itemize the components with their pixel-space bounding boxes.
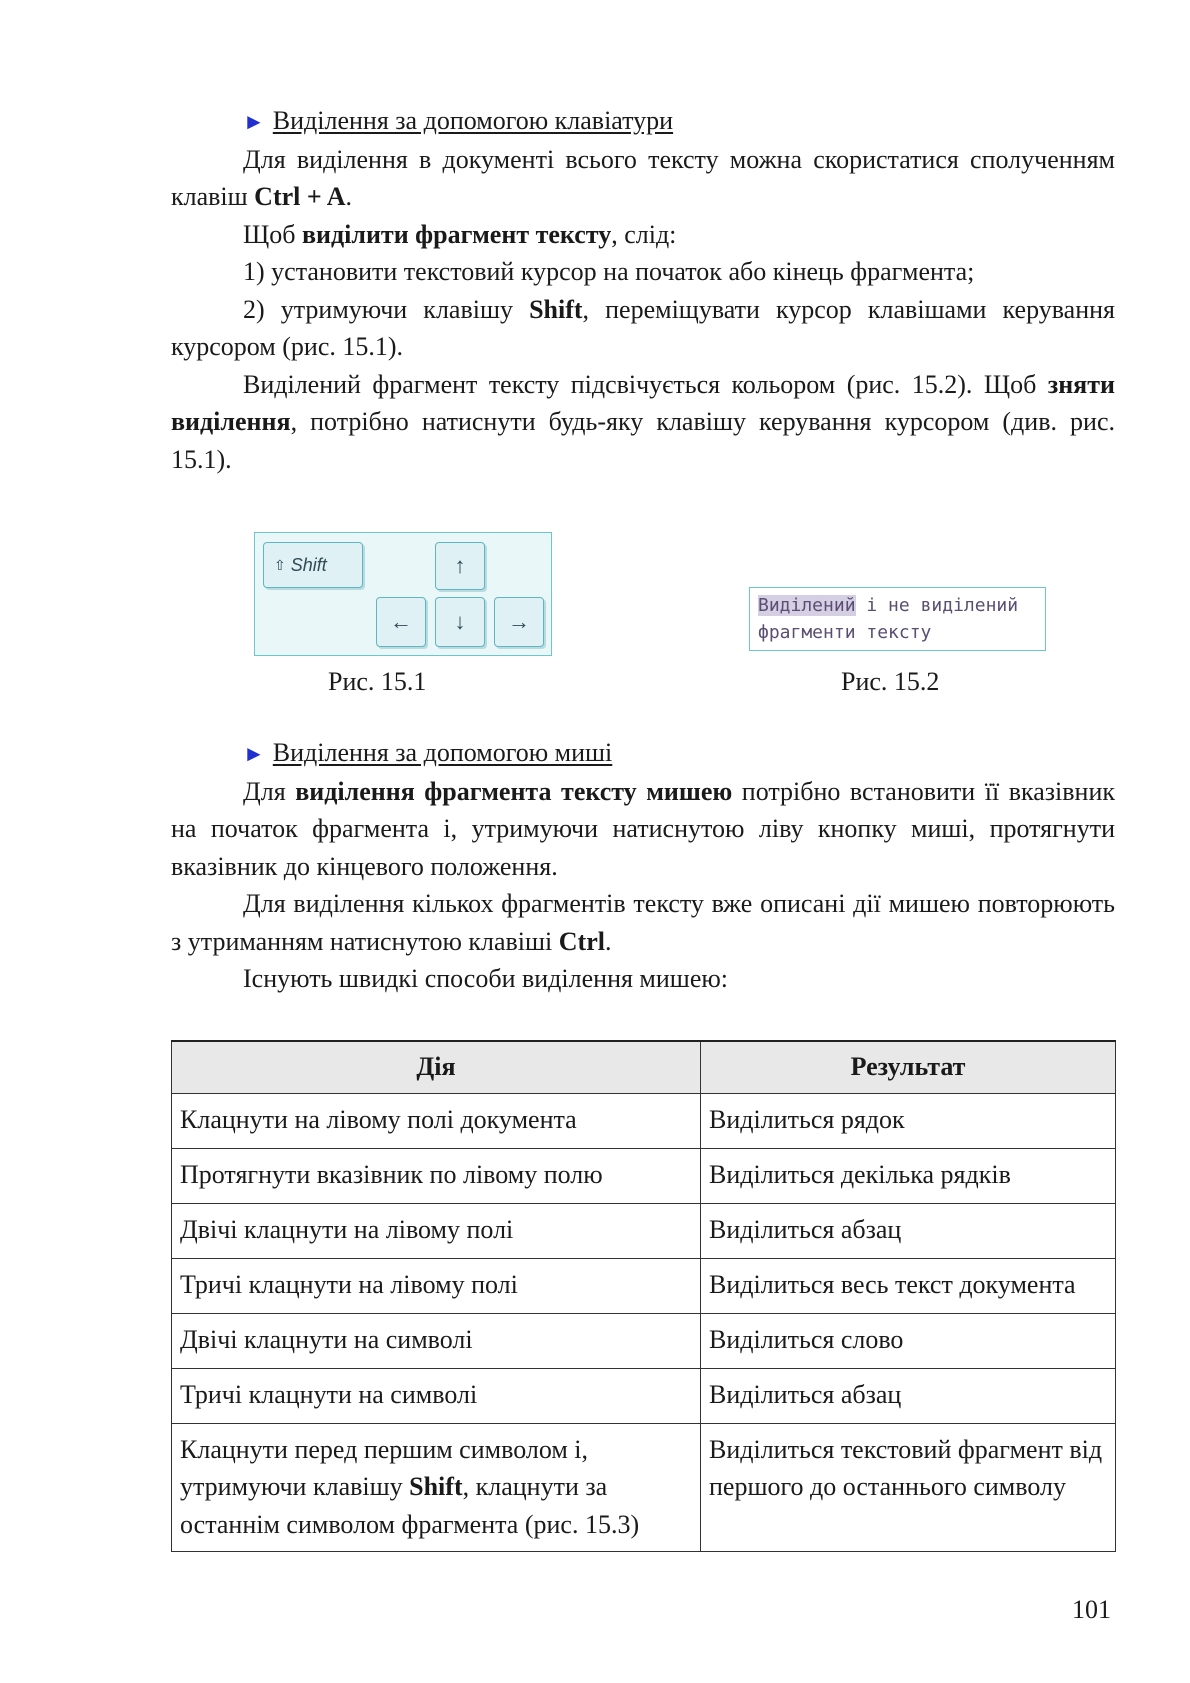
right-pointer-icon: ► <box>243 741 265 766</box>
table-cell: Виділиться декілька рядків <box>701 1148 1116 1203</box>
table-cell: Двічі клацнути на лівому полі <box>172 1203 701 1258</box>
table-cell: Протягнути вказівник по лівому полю <box>172 1148 701 1203</box>
right-pointer-icon: ► <box>243 109 265 134</box>
table-cell: Виділиться весь текст документа <box>701 1258 1116 1313</box>
section-mouse-selection <box>171 734 1115 998</box>
bold-text: Ctrl <box>558 926 605 956</box>
figure-caption: Рис. 15.2 <box>841 667 940 696</box>
right-arrow-icon: → <box>508 609 530 634</box>
sample-line: фрагменти тексту <box>758 622 932 643</box>
table-row <box>172 1313 1116 1368</box>
table-cell <box>172 1423 701 1552</box>
text: потрібно встановити її вказівник на початок фрагмента і, утримуючи натиснутою ліву кнопку миші, протягнути вказівник до кінцевого положення. <box>171 776 1115 881</box>
paragraph <box>171 773 1115 886</box>
table-header-row <box>172 1041 1116 1093</box>
text: Для <box>243 776 296 806</box>
bold-text: Shift <box>409 1472 463 1501</box>
table-cell: Виділиться слово <box>701 1313 1116 1368</box>
paragraph <box>171 141 1115 216</box>
table-cell: Клацнути на лівому полі документа <box>172 1093 701 1148</box>
section-heading <box>171 734 1115 773</box>
left-arrow-icon: ← <box>390 609 412 634</box>
paragraph <box>171 216 1115 254</box>
text: Щоб <box>243 219 302 249</box>
text: Для виділення кількох фрагментів тексту вже описані дії мишею повторюють з утриманням натиснутою клавіші <box>171 889 1115 956</box>
text: . <box>604 926 612 956</box>
text: Для виділення в документі всього тексту можна скористатися сполученням клавіш <box>171 144 1115 211</box>
selection-methods-table <box>171 1040 1116 1552</box>
text: 2) утримуючи клавішу <box>243 294 530 324</box>
left-arrow-key <box>376 597 426 647</box>
section-heading <box>171 102 1115 141</box>
section-keyboard-selection <box>171 102 1115 478</box>
list-step: 1) установити текстовий курсор на початок або кінець фрагмента; <box>243 257 975 286</box>
down-arrow-key <box>435 597 485 647</box>
text: , клацнути за останнім символом фрагмента (рис. 15.3) <box>180 1472 640 1539</box>
figure-keys <box>254 532 552 656</box>
text: Виділений фрагмент тексту підсвічується кольором (рис. 15.2). Щоб <box>243 369 1048 399</box>
table-row <box>172 1148 1116 1203</box>
table-row <box>172 1258 1116 1313</box>
table-cell: Виділиться рядок <box>701 1093 1116 1148</box>
up-arrow-icon: ↑ <box>454 553 466 578</box>
sample-line <box>758 592 1037 619</box>
selected-text: Виділений <box>758 595 856 616</box>
column-header: Результат <box>701 1041 1116 1093</box>
figure-highlighted-text <box>749 587 1046 651</box>
text: , слід: <box>611 219 677 249</box>
table-cell: Виділиться абзац <box>701 1368 1116 1423</box>
bold-text: виділення фрагмента тексту мишею <box>295 776 733 806</box>
shift-key <box>263 542 363 588</box>
shift-arrow-icon: ⇧ <box>274 556 286 573</box>
paragraph: Існують швидкі способи виділення мишею: <box>243 964 729 993</box>
text: , переміщувати курсор клавішами керування курсором (рис. 15.1). <box>171 294 1116 361</box>
table-cell: Виділиться текстовий фрагмент від першого до останнього символу <box>701 1423 1116 1552</box>
table-row <box>172 1203 1116 1258</box>
paragraph <box>171 366 1115 479</box>
bold-text: Shift <box>529 294 583 324</box>
column-header: Дія <box>172 1041 701 1093</box>
bold-text: Ctrl + A <box>254 182 346 211</box>
up-arrow-key <box>435 542 485 590</box>
table-row <box>172 1093 1116 1148</box>
paragraph <box>171 885 1115 960</box>
key-label: Shift <box>290 554 327 575</box>
table-row <box>172 1423 1116 1552</box>
bold-text: зняти виділення <box>171 369 1115 436</box>
down-arrow-icon: ↓ <box>454 609 466 634</box>
table-cell: Двічі клацнути на символі <box>172 1313 701 1368</box>
list-step <box>171 291 1115 366</box>
bold-text: виділити фрагмент тексту <box>301 219 612 249</box>
page-number: 101 <box>1072 1595 1111 1624</box>
heading-text: Виділення за допомогою клавіатури <box>272 106 674 135</box>
heading-text: Виділення за допомогою миші <box>272 738 613 767</box>
table-cell: Тричі клацнути на символі <box>172 1368 701 1423</box>
text: . <box>345 182 353 211</box>
table-row <box>172 1368 1116 1423</box>
table-cell: Тричі клацнути на лівому полі <box>172 1258 701 1313</box>
text: Клацнути перед першим символом і, утримуючи клавішу <box>180 1434 589 1501</box>
table-cell: Виділиться абзац <box>701 1203 1116 1258</box>
right-arrow-key <box>494 597 544 647</box>
text: , потрібно натиснути будь-яку клавішу керування курсором (див. рис. 15.1). <box>171 407 1115 474</box>
unselected-text: і не виділений <box>855 595 1019 616</box>
figure-caption: Рис. 15.1 <box>328 667 427 696</box>
